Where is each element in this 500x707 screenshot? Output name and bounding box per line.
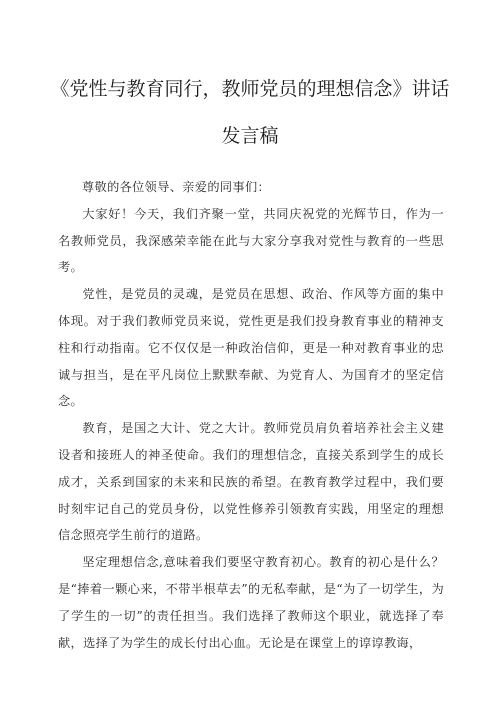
document-title-continued: 发言稿 xyxy=(221,125,279,147)
paragraph-4: 坚定理想信念,意味着我们要坚守教育初心。教育的初心是什么？是“捧着一颗心来，不带半根草去”的无私奉献，是“为了一切学生，为了学生的一切”的责任担当。我们选择了教师这个职业，就选择了奉献，选择了为学生的成长付出心血。无论是在课堂上的谆谆教诲， xyxy=(58,555,444,650)
paragraph-3: 教育，是国之大计、党之大计。教师党员肩负着培养社会主义建设者和接班人的神圣使命。我们的理想信念，直接关系到学生的成长成才，关系到国家的未来和民族的希望。在教育教学过程中，我们要时刻牢记自己的党员身份，以党性修养引领教育实践，用坚定的理想信念照亮学生前行的道路。 xyxy=(58,421,444,543)
salutation: 尊敬的各位领导、亲爱的同事们： xyxy=(82,180,271,194)
document-title: 《党性与教育同行，教师党员的理想信念》讲话 xyxy=(50,78,450,100)
paragraph-2: 党性，是党员的灵魂，是党员在思想、政治、作风等方面的集中体现。对于我们教师党员来说，党性更是我们投身教育事业的精神支柱和行动指南。它不仅仅是一种政治信仰，更是一种对教育事业的忠诚与担当，是在平凡岗位上默默奉献、为党育人、为国育才的坚定信念。 xyxy=(58,287,444,409)
paragraph-1: 大家好！今天，我们齐聚一堂，共同庆祝党的光辉节日，作为一名教师党员，我深感荣幸能在此与大家分享我对党性与教育的一些思考。 xyxy=(58,206,444,275)
document-body xyxy=(58,174,444,656)
